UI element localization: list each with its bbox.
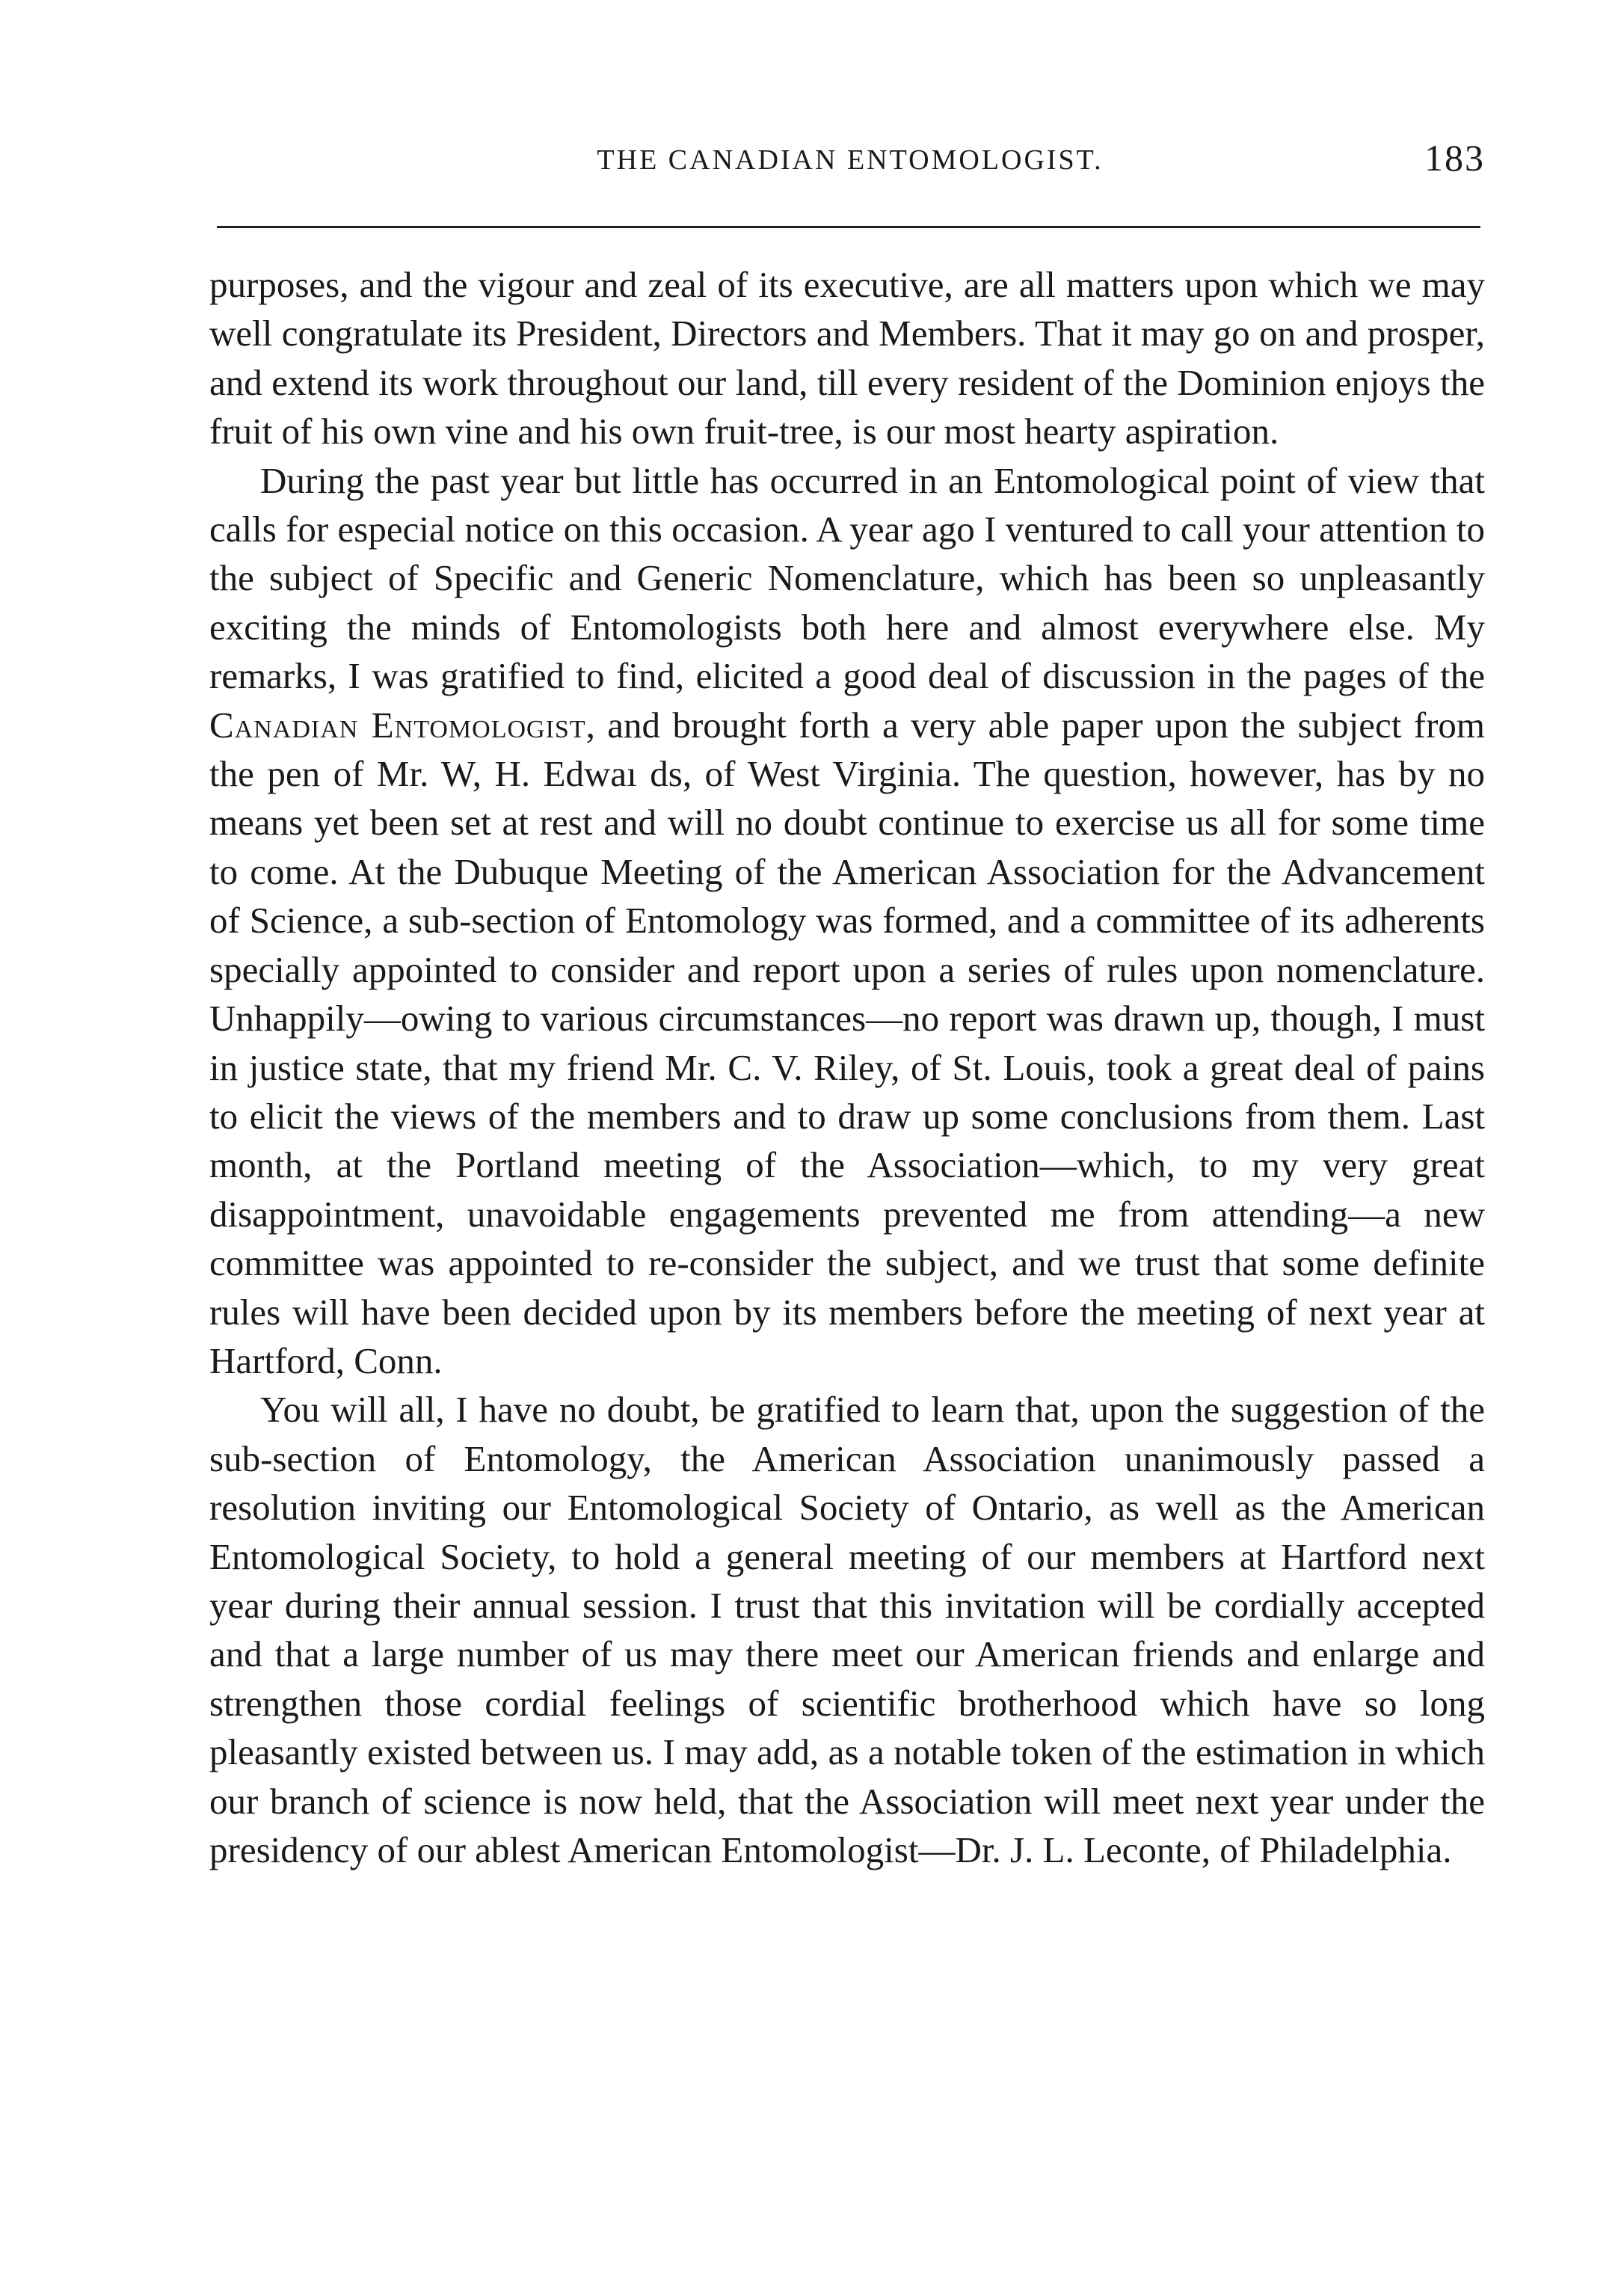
paragraph-2-text-b: , and brought forth a very able paper upon the subject from the pen of Mr. W, H. Edwaı ds, of West Virginia. The question, however, has by no means yet been set at rest and will no doubt continue to exercise us all for some time to come. At the Dubuque Meeting of the American Association for the Advancement of Science, a sub-section of Entomology was formed, and a committee of its adherents specially appointed to consider and report upon a series of rules upon nomenclature. Unhappily—owing to various circumstances—no report was drawn up, though, I must in justice state, that my friend Mr. C. V. Riley, of St. Louis, took a great deal of pains to elicit the views of the members and to draw up some conclusions from them. Last month, at the Portland meeting of the Association—which, to my very great disappointment, unavoidable engagements prevented me from attending—a new committee was appointed to re-consider the subject, and we trust that some definite rules will have been decided upon by its members before the meeting of next year at Hartford, Conn. [209, 704, 1486, 1381]
paragraph-2-text-a: During the past year but little has occurred in an Entomological point of view that calls for especial notice on this occasion. A year ago I ventured to call your attention to the subject of Specific and Generic Nomenclature, which has been so unpleasantly exciting the minds of Entomologists both here and almost everywhere else. My remarks, I was gratified to find, elicited a good deal of discussion in the pages of the [209, 459, 1485, 697]
paragraph-2 [209, 456, 1485, 1386]
article-body [209, 260, 1485, 1874]
header-rule [217, 226, 1480, 228]
paragraph-3: You will all, I have no doubt, be gratified to learn that, upon the suggestion of the sub-section of Entomology, the American Association unanimously passed a resolution inviting our Entomological Society of Ontario, as well as the American Entomological Society, to hold a general meeting of our members at Hartford next year during their annual session. I trust that this invitation will be cordially accepted and that a large number of us may there meet our American friends and enlarge and strengthen those cordial feelings of scientific brotherhood which have so long pleasantly existed between us. I may add, as a notable token of the estimation in which our branch of science is now held, that the Association will meet next year under the presidency of our ablest American Entomologist—Dr. J. L. Leconte, of Philadelphia. [209, 1389, 1485, 1870]
page-header [215, 127, 1485, 202]
journal-name: Canadian Entomologist [209, 704, 586, 746]
page-number: 183 [1424, 137, 1485, 179]
paragraph-1: purposes, and the vigour and zeal of its executive, are all matters upon which we may well congratulate its President, Directors and Members. That it may go on and prosper, and extend its work throughout our land, till every resident of the Dominion enjoys the fruit of his own vine and his own fruit-tree, is our most hearty aspiration. [209, 264, 1485, 452]
running-title: THE CANADIAN ENTOMOLOGIST. [597, 144, 1104, 176]
